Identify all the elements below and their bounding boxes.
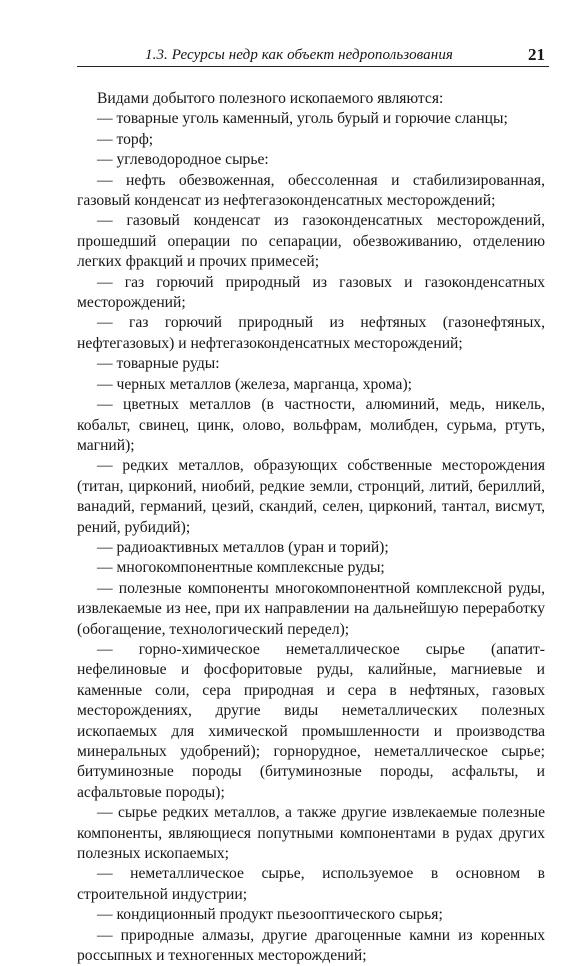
list-item: — газ горючий природный из газовых и газоконденсатных месторождений; [77, 273, 545, 312]
list-item: — горно-химическое неметаллическое сырье (апатит-нефелиновые и фосфоритовые руды, калийные, магниевые и каменные соли, сера природная и сера в нефтяных, газовых месторождениях, другие виды неметаллических полезных ископаемых для химической промышленности и производства минеральных удобрений); горнорудное, неметаллическое сырье; битуминозные породы (битуминозные породы, асфальты, и асфальтовые породы); [77, 640, 545, 801]
list-item: — товарные уголь каменный, уголь бурый и горючие сланцы; [97, 110, 508, 128]
paragraph: Видами добытого полезного ископаемого являются: [97, 90, 444, 107]
list-item: — многокомпонентные комплексные руды; [97, 559, 385, 577]
list-item: — редких металлов, образующих собственные месторождения (титан, цирконий, ниобий, редкие земли, стронций, литий, бериллий, ванадий, германий, цезий, скандий, селен, цирконий, тантал, висмут, рений, рубидий); [77, 457, 545, 536]
list-item: — полезные компоненты многокомпонентной комплексной руды, извлекаемые из нее, при их направлении на дальнейшую переработку (обогащение, технологический передел); [77, 579, 545, 638]
body-text [77, 89, 545, 966]
list-item: — товарные руды: [97, 355, 220, 373]
list-item: — газовый конденсат из газоконденсатных месторождений, прошедший операции по сепарации, обезвоживанию, отделению легких фракций и прочих примесей; [77, 212, 545, 271]
running-header [77, 44, 549, 67]
list-item: — углеводородное сырье: [97, 151, 269, 169]
list-item: — нефть обезвоженная, обессоленная и стабилизированная, газовый конденсат из нефтегазоконденсатных месторождений; [77, 171, 545, 210]
running-title: 1.3. Ресурсы недр как объект недропользования [145, 47, 453, 63]
page-number: 21 [528, 45, 545, 64]
list-item: — торф; [97, 130, 154, 148]
list-item: — кондиционный продукт пьезооптического сырья; [97, 906, 443, 924]
list-item: — черных металлов (железа, марганца, хрома); [97, 375, 413, 393]
list-item: — радиоактивных металлов (уран и торий); [97, 538, 389, 556]
list-item: — природные алмазы, другие драгоценные камни из коренных россыпных и техногенных месторождений; [77, 926, 545, 965]
list-item: — сырье редких металлов, а также другие извлекаемые полезные компоненты, являющиеся попутными компонентами в рудах других полезных ископаемых; [77, 804, 545, 863]
list-item: — цветных металлов (в частности, алюминий, медь, никель, кобальт, свинец, цинк, олово, вольфрам, молибден, сурьма, ртуть, магний); [77, 396, 545, 454]
list-item: — неметаллическое сырье, используемое в основном в строительной индустрии; [77, 865, 545, 903]
list-item: — газ горючий природный из нефтяных (газонефтяных, нефтегазовых) и нефтегазоконденсатных месторождений; [77, 314, 545, 352]
